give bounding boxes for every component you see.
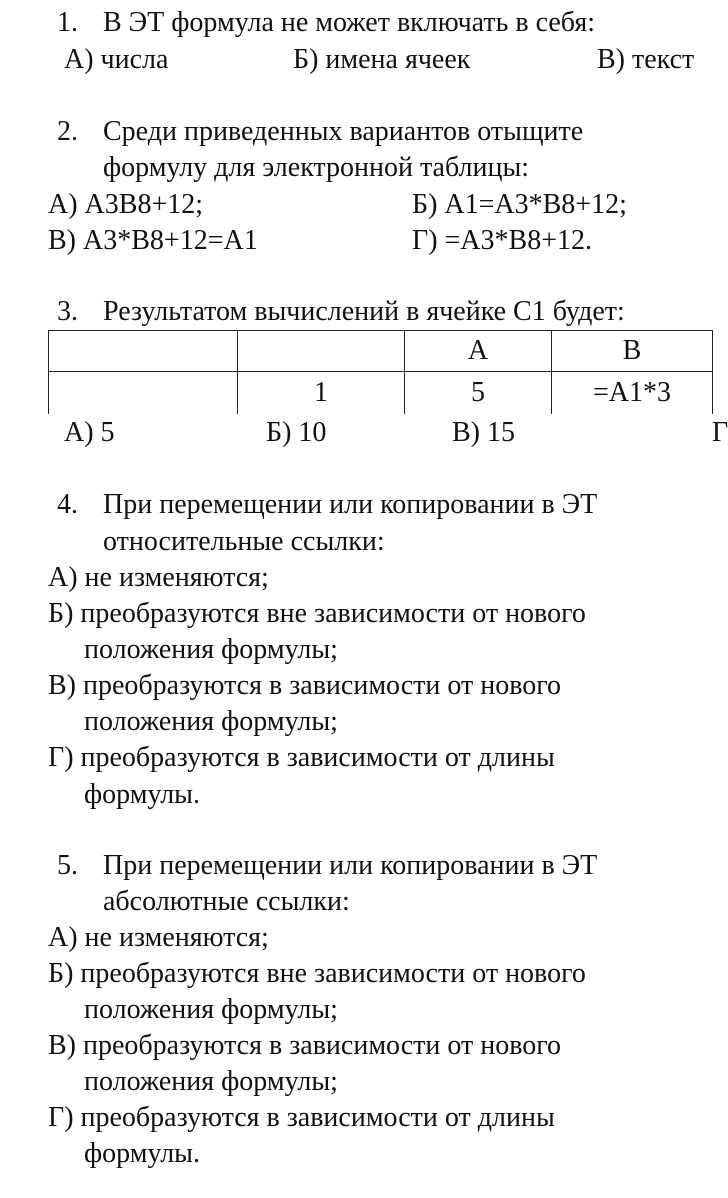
q5-option-d-line1: Г) преобразуются в зависимости от длины	[48, 1102, 555, 1133]
q4-option-b-line1: Б) преобразуются вне зависимости от нового	[48, 598, 586, 629]
table-cell: A	[405, 331, 552, 372]
q5-option-c-line1: В) преобразуются в зависимости от нового	[48, 1030, 562, 1061]
q4-question-line2: относительные ссылки:	[103, 526, 385, 557]
table-cell	[49, 372, 238, 415]
q4-option-a: А) не изменяются;	[48, 562, 269, 593]
q2-option-c: В) A3*B8+12=A1	[48, 225, 258, 256]
q3-option-a: А) 5	[64, 417, 115, 448]
q5-number: 5.	[57, 850, 78, 881]
q5-option-d-line2: формулы.	[84, 1138, 200, 1169]
table-cell: 1	[238, 372, 405, 415]
table-cell	[49, 331, 238, 372]
q3-option-d-cut: Г	[712, 417, 728, 448]
table-edge-divider	[712, 330, 721, 414]
q1-option-c: В) текст	[597, 44, 695, 75]
q5-option-b-line2: положения формулы;	[84, 994, 338, 1025]
q4-option-d-line1: Г) преобразуются в зависимости от длины	[48, 742, 555, 773]
q4-question-line1: При перемещении или копировании в ЭТ	[103, 489, 598, 520]
q3-question: Результатом вычислений в ячейке С1 будет:	[103, 296, 625, 327]
q3-option-b: Б) 10	[266, 417, 327, 448]
q4-number: 4.	[57, 489, 78, 520]
table-cell: B	[552, 331, 713, 372]
table-cell: 5	[405, 372, 552, 415]
q4-option-c-line1: В) преобразуются в зависимости от нового	[48, 670, 562, 701]
q5-option-c-line2: положения формулы;	[84, 1066, 338, 1097]
q5-question-line2: абсолютные ссылки:	[103, 886, 350, 917]
q2-option-b: Б) A1=A3*B8+12;	[412, 189, 627, 220]
q4-option-d-line2: формулы.	[84, 779, 200, 810]
q1-number: 1.	[57, 7, 78, 38]
q5-option-b-line1: Б) преобразуются вне зависимости от нового	[48, 958, 586, 989]
table-cell: =A1*3	[552, 372, 713, 415]
table-row	[49, 372, 713, 415]
q2-option-a: А) A3B8+12;	[48, 189, 204, 220]
q2-question-line2: формулу для электронной таблицы:	[103, 152, 530, 183]
table-cell	[238, 331, 405, 372]
q3-number: 3.	[57, 296, 78, 327]
q2-number: 2.	[57, 116, 78, 147]
q5-option-a: А) не изменяются;	[48, 922, 269, 953]
q4-option-c-line2: положения формулы;	[84, 706, 338, 737]
q3-option-c: В) 15	[452, 417, 515, 448]
q2-option-d: Г) =A3*B8+12.	[412, 225, 592, 256]
table-header-row	[49, 331, 713, 372]
q1-option-b: Б) имена ячеек	[293, 44, 471, 75]
q1-option-a: А) числа	[64, 44, 169, 75]
q1-question: В ЭТ формула не может включать в себя:	[103, 7, 596, 38]
q4-option-b-line2: положения формулы;	[84, 634, 338, 665]
spreadsheet-table	[48, 330, 712, 414]
q2-question-line1: Среди приведенных вариантов отыщите	[103, 116, 584, 147]
q5-question-line1: При перемещении или копировании в ЭТ	[103, 850, 598, 881]
